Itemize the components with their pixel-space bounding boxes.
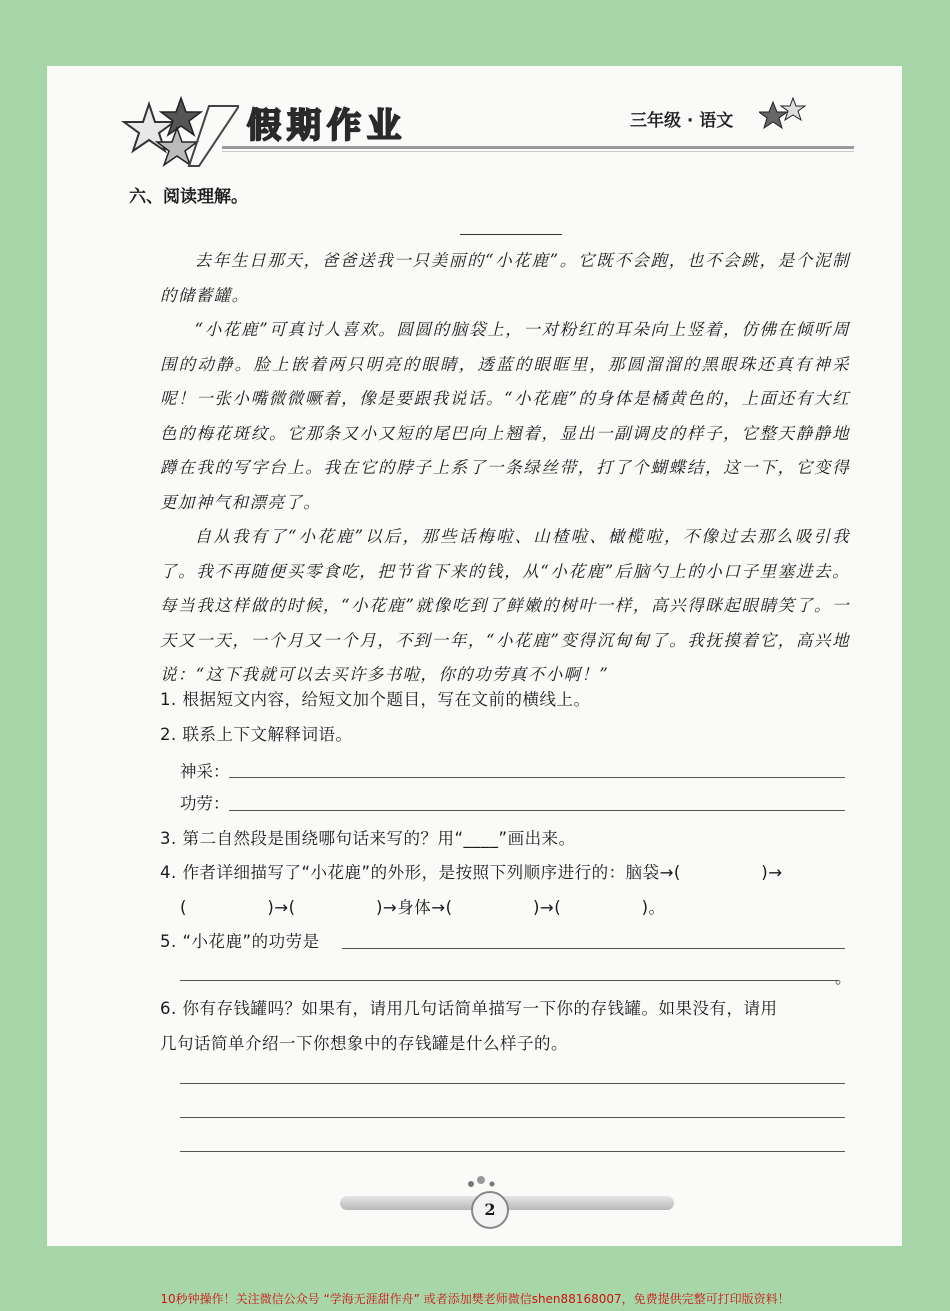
passage-paragraph-2: “小花鹿”可真讨人喜欢。圆圆的脑袋上，一对粉红的耳朵向上竖着，仿佛在倾听周围的动静。脸上嵌着两只明亮的眼睛，透蓝的眼眶里，那圆溜溜的黑眼珠还真有神采呢！一张小嘴微微噘着，像是要跟我说话。“小花鹿”的身体是橘黄色的，上面还有大红色的梅花斑纹。它那条又小又短的尾巴向上翘着，显出一副调皮的样子，它整天静静地蹲在我的写字台上。我在它的脖子上系了一条绿丝带，打了个蝴蝶结，这一下，它变得更加神气和漂亮了。 bbox=[160, 320, 850, 512]
page-header bbox=[47, 66, 902, 176]
answer-line-shencai[interactable] bbox=[229, 777, 845, 778]
question-3: 3. 第二自然段是围绕哪句话来写的？用“____”画出来。 bbox=[160, 829, 576, 848]
question-2-word-1: 神采： bbox=[180, 762, 230, 781]
stars-decoration-icon bbox=[119, 96, 239, 176]
question-6-line-1: 6. 你有存钱罐吗？如果有，请用几句话简单描写一下你的存钱罐。如果没有，请用 bbox=[160, 999, 778, 1018]
answer-line-q6-1[interactable] bbox=[180, 1083, 845, 1084]
passage-paragraph-3: 自从我有了“小花鹿”以后，那些话梅啦、山楂啦、橄榄啦，不像过去那么吸引我了。我不再随便买零食吃，把节省下来的钱，从“小花鹿”后脑勺上的小口子里塞进去。每当我这样做的时候，“小花鹿”就像吃到了鲜嫩的树叶一样，高兴得眯起眼睛笑了。一天又一天，一个月又一个月，不到一年，“小花鹿”变得沉甸甸了。我抚摸着它，高兴地说：“这下我就可以去买许多书啦，你的功劳真不小啊！” bbox=[160, 527, 850, 684]
footer-dots-icon bbox=[463, 1174, 503, 1190]
question-4-line-2: ( )→( )→身体→( )→( )。 bbox=[180, 898, 666, 917]
question-5: 5. “小花鹿”的功劳是 bbox=[160, 932, 320, 951]
answer-line-q6-3[interactable] bbox=[180, 1151, 845, 1152]
watermark-text: 10秒钟操作！关注微信公众号 “学海无涯甜作舟” 或者添加樊老师微信shen88168007，免费提供完整可打印版资料！ bbox=[160, 1292, 790, 1306]
question-2-word-2: 功劳： bbox=[180, 794, 230, 813]
small-stars-icon bbox=[759, 96, 809, 136]
header-rule-thin bbox=[222, 151, 854, 152]
answer-line-q5-a[interactable] bbox=[342, 948, 845, 949]
grade-subject-label: 三年级 · 语文 bbox=[630, 111, 734, 131]
answer-line-q6-2[interactable] bbox=[180, 1117, 845, 1118]
passage-title-blank bbox=[460, 234, 562, 235]
question-6-line-2: 几句话简单介绍一下你想象中的存钱罐是什么样子的。 bbox=[160, 1034, 568, 1053]
page-number: 2 bbox=[471, 1191, 509, 1229]
reading-passage bbox=[160, 244, 850, 693]
header-rule bbox=[222, 146, 854, 149]
answer-line-gonglao[interactable] bbox=[229, 810, 845, 811]
answer-line-q5-b[interactable] bbox=[180, 980, 838, 981]
question-4-line-1: 4. 作者详细描写了“小花鹿”的外形，是按照下列顺序进行的：脑袋→( )→ bbox=[160, 863, 783, 882]
question-5-period: 。 bbox=[835, 968, 852, 987]
question-2: 2. 联系上下文解释词语。 bbox=[160, 725, 353, 744]
banner-title: 假期作业 bbox=[247, 106, 407, 146]
worksheet-page bbox=[47, 66, 902, 1246]
section-title: 六、阅读理解。 bbox=[129, 187, 248, 207]
question-1: 1. 根据短文内容，给短文加个题目，写在文前的横线上。 bbox=[160, 690, 591, 709]
passage-paragraph-1: 去年生日那天，爸爸送我一只美丽的“小花鹿”。它既不会跑，也不会跳，是个泥制的储蓄罐。 bbox=[160, 251, 850, 305]
